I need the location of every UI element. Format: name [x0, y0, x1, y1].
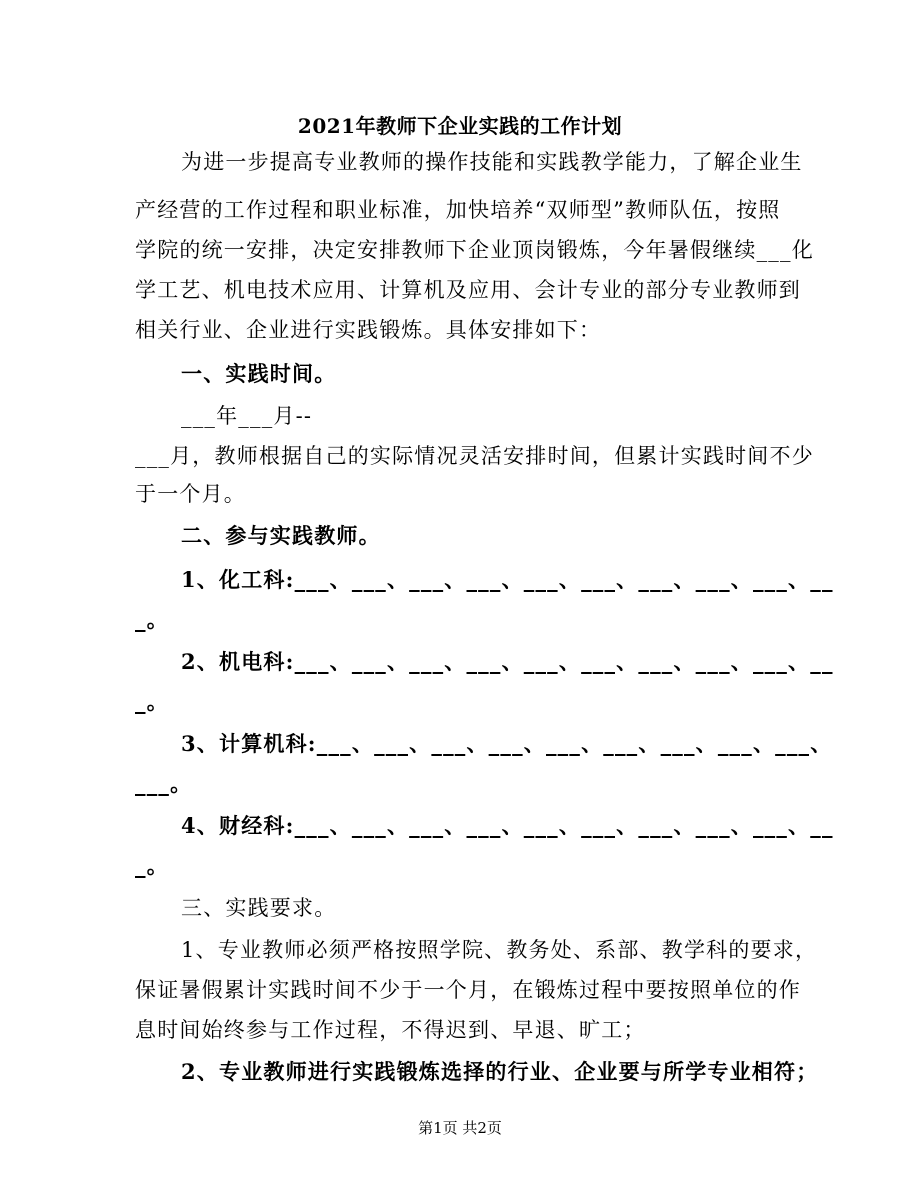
paragraph-line: ___月，教师根据自己的实际情况灵活安排时间，但累计实践时间不少	[135, 444, 814, 468]
teacher-list-line: ___。	[135, 771, 193, 796]
paragraph-line: 1、专业教师必须严格按照学院、教务处、系部、教学科的要求，	[181, 938, 818, 962]
section-heading: 二、参与实践教师。	[181, 523, 381, 548]
section-heading: 三、实践要求。	[181, 896, 337, 920]
document-title: 2021年教师下企业实践的工作计划	[297, 114, 623, 138]
teacher-list-line: _。	[135, 853, 169, 878]
paragraph-line: 学院的统一安排，决定安排教师下企业顶岗锻炼，今年暑假继续___化	[135, 238, 814, 262]
teacher-list-line: 4、财经科:___、___、___、___、___、___、___、___、___、__	[181, 813, 834, 838]
teacher-list-line: _。	[135, 689, 169, 714]
teacher-list-line: 1、化工科:___、___、___、___、___、___、___、___、___、__	[181, 567, 834, 592]
paragraph-line: 产经营的工作过程和职业标准，加快培养“双师型”教师队伍，按照	[135, 198, 781, 222]
teacher-list-line: 2、机电科:___、___、___、___、___、___、___、___、___、__	[181, 649, 834, 674]
teacher-list-line: _。	[135, 607, 169, 632]
paragraph-line: 学工艺、机电技术应用、计算机及应用、会计专业的部分专业教师到	[135, 278, 801, 302]
paragraph-line: 为进一步提高专业教师的操作技能和实践教学能力，了解企业生	[181, 150, 803, 174]
paragraph-line: 相关行业、企业进行实践锻炼。具体安排如下：	[135, 318, 602, 342]
section-heading: 一、实践时间。	[181, 361, 337, 386]
paragraph-line: ___年___月--	[181, 404, 313, 428]
paragraph-line: 保证暑假累计实践时间不少于一个月，在锻炼过程中要按照单位的作	[135, 978, 801, 1002]
paragraph-line: 于一个月。	[135, 482, 246, 506]
teacher-list-line: 3、计算机科:___、___、___、___、___、___、___、___、___、	[181, 731, 833, 756]
page-footer: 第1页 共2页	[418, 1119, 502, 1137]
paragraph-line: 息时间始终参与工作过程，不得迟到、早退、旷工；	[135, 1018, 646, 1042]
paragraph-line: 2、专业教师进行实践锻炼选择的行业、企业要与所学专业相符；	[181, 1059, 819, 1084]
